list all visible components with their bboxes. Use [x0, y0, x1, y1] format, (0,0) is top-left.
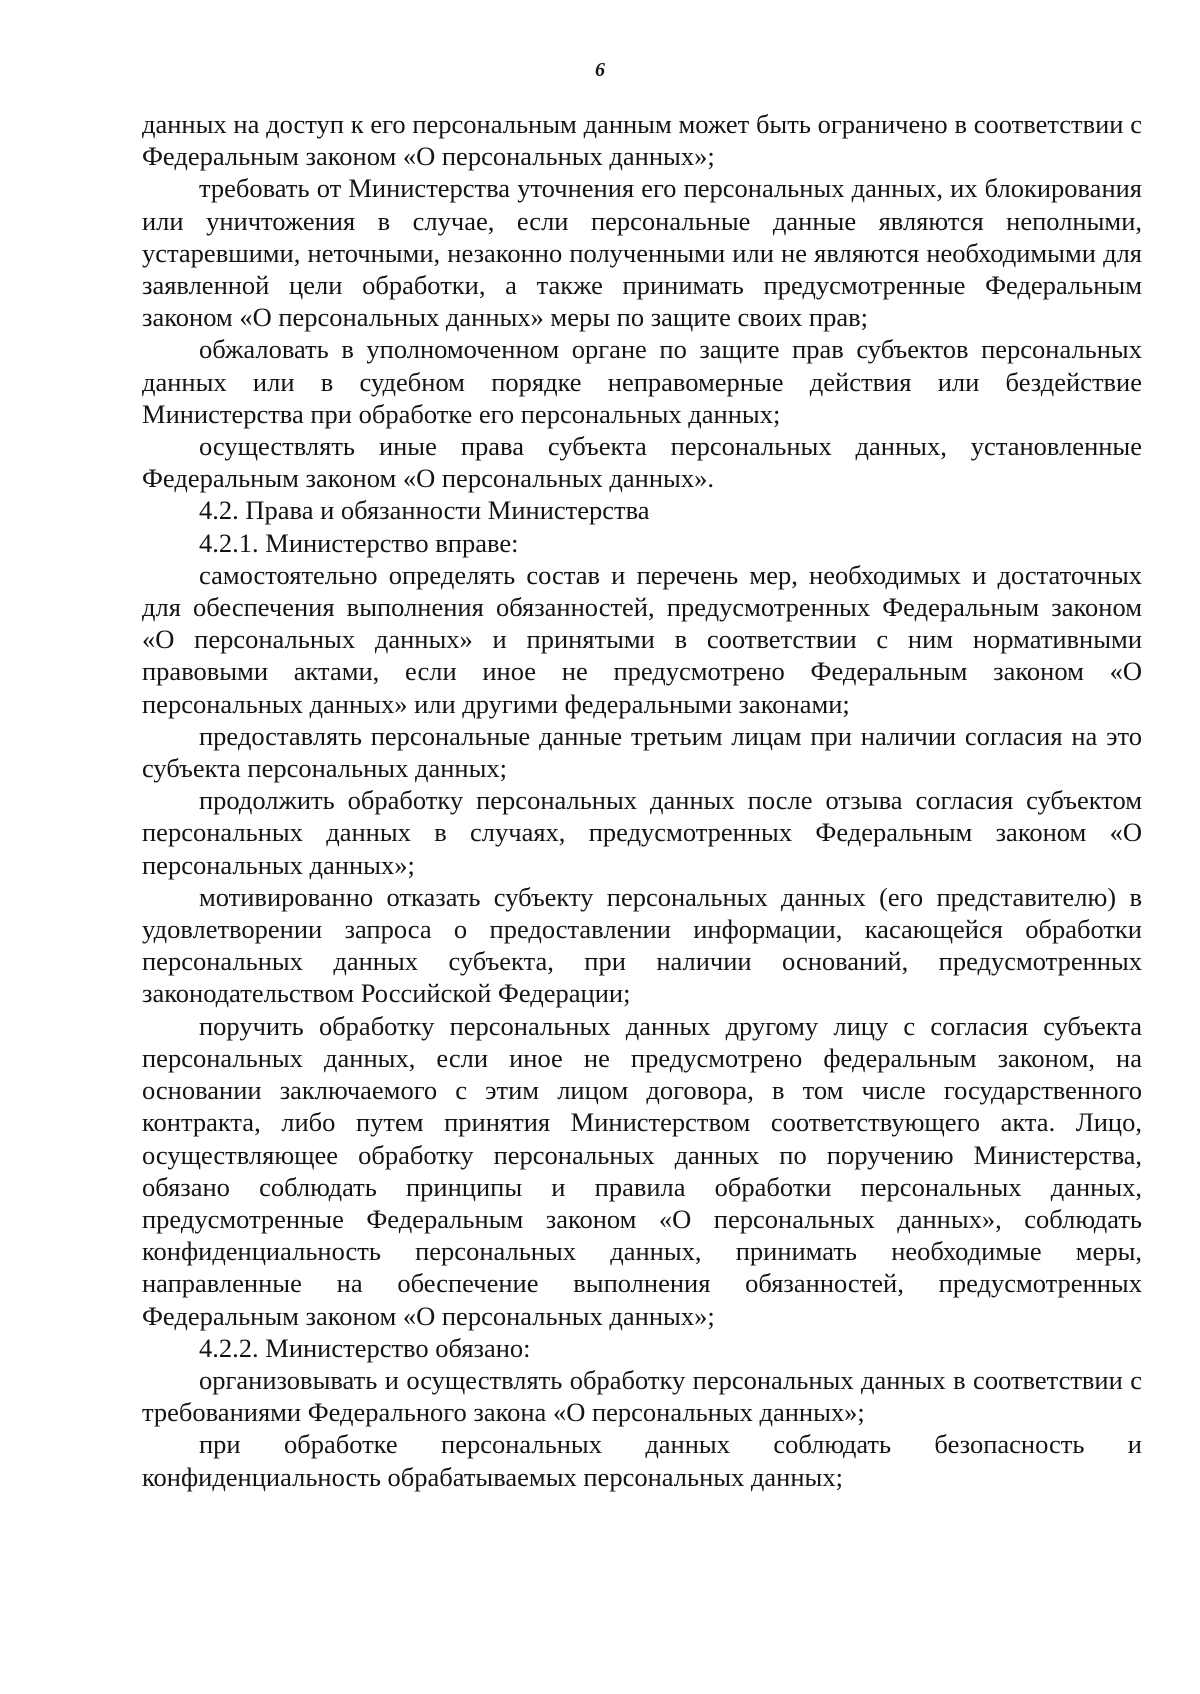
- paragraph-continuation: данных на доступ к его персональным данным может быть ограничено в соответствии с Федеральным законом «О персональных данных»;: [142, 109, 1142, 172]
- list-item-provide-data: предоставлять персональные данные третьим лицам при наличии согласия на это субъекта персональных данных;: [142, 720, 1142, 784]
- list-item-other-rights: осуществлять иные права субъекта персональных данных, установленные Федеральным законом «О персональных данных».: [142, 431, 1142, 494]
- list-item-continue-processing: продолжить обработку персональных данных после отзыва согласия субъектом персональных данных в случаях, предусмотренных Федеральным законом «О персональных данных»;: [142, 785, 1142, 880]
- list-item-delegate-processing: поручить обработку персональных данных другому лицу с согласия субъекта персональных данных, если иное не предусмотрено федеральным законом, на основании заключаемого с этим лицом договора, в том числе государственного контракта, либо путем принятия Министерством соответствующего акта. Лицо, осуществляющее обработку персональных данных по поручению Министерства, обязано соблюдать принципы и правила обработки персональных данных, предусмотренные Федеральным законом «О персональных данных», соблюдать конфиденциальность персональных данных, принимать необходимые меры, направленные на обеспечение выполнения обязанностей, предусмотренных Федеральным законом «О персональных данных»;: [142, 1010, 1142, 1331]
- document-body: [142, 108, 1142, 1493]
- list-item-appeal: обжаловать в уполномоченном органе по защите прав субъектов персональных данных или в судебном порядке неправомерные действия или бездействие Министерства при обработке его персональных данных;: [142, 334, 1142, 429]
- page-number: 6: [595, 59, 605, 81]
- section-heading-4-2-2: 4.2.2. Министерство обязано:: [199, 1332, 531, 1363]
- list-item-demand-correction: требовать от Министерства уточнения его персональных данных, их блокирования или уничтожения в случае, если персональные данные являются неполными, устаревшими, неточными, незаконно полученными или не являются необходимыми для заявленной цели обработки, а также принимать предусмотренные Федеральным законом «О персональных данных» меры по защите своих прав;: [142, 173, 1142, 333]
- list-item-refuse-request: мотивированно отказать субъекту персональных данных (его представителю) в удовлетворении запроса о предоставлении информации, касающейся обработки персональных данных субъекта, при наличии оснований, предусмотренных законодательством Российской Федерации;: [142, 881, 1142, 1009]
- list-item-organize-processing: организовывать и осуществлять обработку персональных данных в соответствии с требованиями Федерального закона «О персональных данных»;: [142, 1364, 1142, 1428]
- section-heading-4-2-1: 4.2.1. Министерство вправе:: [199, 527, 519, 558]
- list-item-ensure-security: при обработке персональных данных соблюдать безопасность и конфиденциальность обрабатываемых персональных данных;: [142, 1429, 1142, 1492]
- list-item-determine-measures: самостоятельно определять состав и перечень мер, необходимых и достаточных для обеспечения выполнения обязанностей, предусмотренных Федеральным законом «О персональных данных» и принятыми в соответствии с ним нормативными правовыми актами, если иное не предусмотрено Федеральным законом «О персональных данных» или другими федеральными законами;: [142, 559, 1142, 719]
- section-heading-4-2: 4.2. Права и обязанности Министерства: [199, 495, 650, 526]
